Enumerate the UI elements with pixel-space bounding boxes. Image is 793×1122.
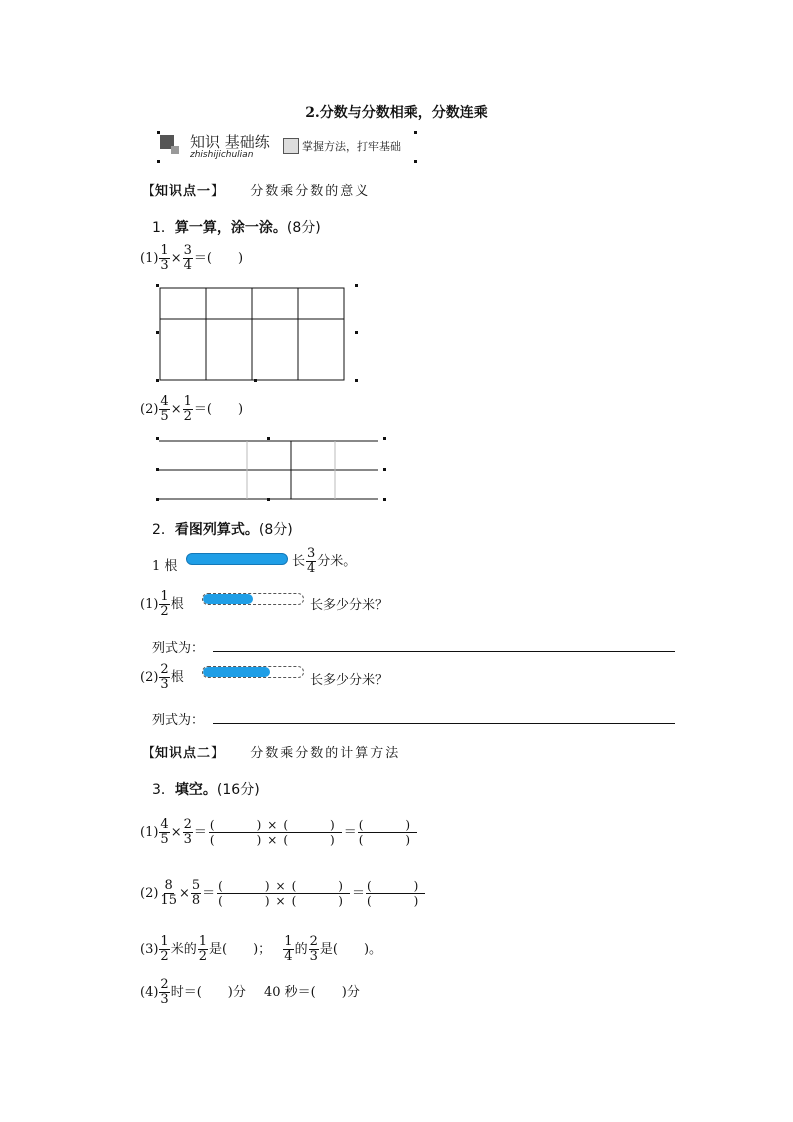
banner-square-icon [171,146,179,154]
answer-line[interactable] [213,723,675,724]
q2-intro-length: 长 $\frac{3}{4}$ 分米。 [292,546,357,576]
page-title: 2.分数与分数相乘，分数连乘 [305,105,488,121]
q2-intro-prefix: 1 根 [152,559,178,574]
rod-full-icon [186,553,288,565]
banner-box-icon [283,138,299,154]
rod-partial-icon [202,593,304,605]
answer-line[interactable] [213,651,675,652]
denominator-blank[interactable]: ( ) [366,894,425,908]
q1-item-2: (2) $\frac{4}{5}$ × $\frac{1}{2}$ ＝( ) [140,394,244,424]
answer-label: 列式为： [152,641,205,656]
q1-item-1: (1) $\frac{1}{3}$ × $\frac{3}{4}$ ＝( ) [140,243,244,273]
numerator-blank[interactable]: ( ) [366,879,425,893]
q2-item-1-label: (1) $\frac{1}{2}$ 根 [140,589,184,619]
q1-grid-1[interactable] [150,280,360,385]
denominator-blank[interactable]: ( ) [358,833,417,847]
numerator-blank[interactable]: ( )×( ) [218,879,349,893]
denominator-blank[interactable]: ( )×( ) [218,894,349,908]
rod-partial-icon [202,666,304,678]
section-header: 【知识点二】 分数乘分数的计算方法 [142,746,401,761]
q2-item-2-label: (2) $\frac{2}{3}$ 根 [140,662,184,692]
banner-subtitle: 掌握方法，打牢基础 [302,140,401,153]
q2-item-1-question: 长多少分米？ [310,598,389,613]
question-3: 3．填空。(16分) [152,782,260,798]
banner-label: 知识 基础练 [190,133,270,151]
section-header: 【知识点一】 分数乘分数的意义 [142,184,371,199]
denominator-blank[interactable]: ( )×( ) [209,833,341,847]
q3-item-4: (4) $\frac{2}{3}$ 时＝( )分 40 秒＝( )分 [140,977,360,1007]
q3-item-1: (1) $\frac{4}{5}$ × $\frac{2}{3}$ ＝ $\frac{( )\times( )}{( )\times( )}$ ＝ $\frac{( )}{( )}$ [140,817,417,847]
answer-label: 列式为： [152,713,205,728]
numerator-blank[interactable]: ( ) [358,818,417,832]
q3-item-3: (3) $\frac{1}{2}$ 米的 $\frac{1}{2}$ 是( )； $\frac{1}{4}$ 的 $\frac{2}{3}$ 是( )。 [140,934,383,964]
q3-item-2: (2) $\frac{8}{15}$ × $\frac{5}{8}$ ＝ $\frac{( )\times( )}{( )\times( )}$ ＝ $\frac{( )}{( )}$ [140,878,425,908]
question-2: 2．看图列算式。(8分) [152,522,293,538]
numerator-blank[interactable]: ( )×( ) [209,818,341,832]
question-1: 1．算一算，涂一涂。(8分) [152,220,321,236]
banner-pinyin: zhishijichulian [190,150,254,160]
q2-item-2-question: 长多少分米？ [310,673,389,688]
q1-grid-2[interactable] [150,432,390,504]
